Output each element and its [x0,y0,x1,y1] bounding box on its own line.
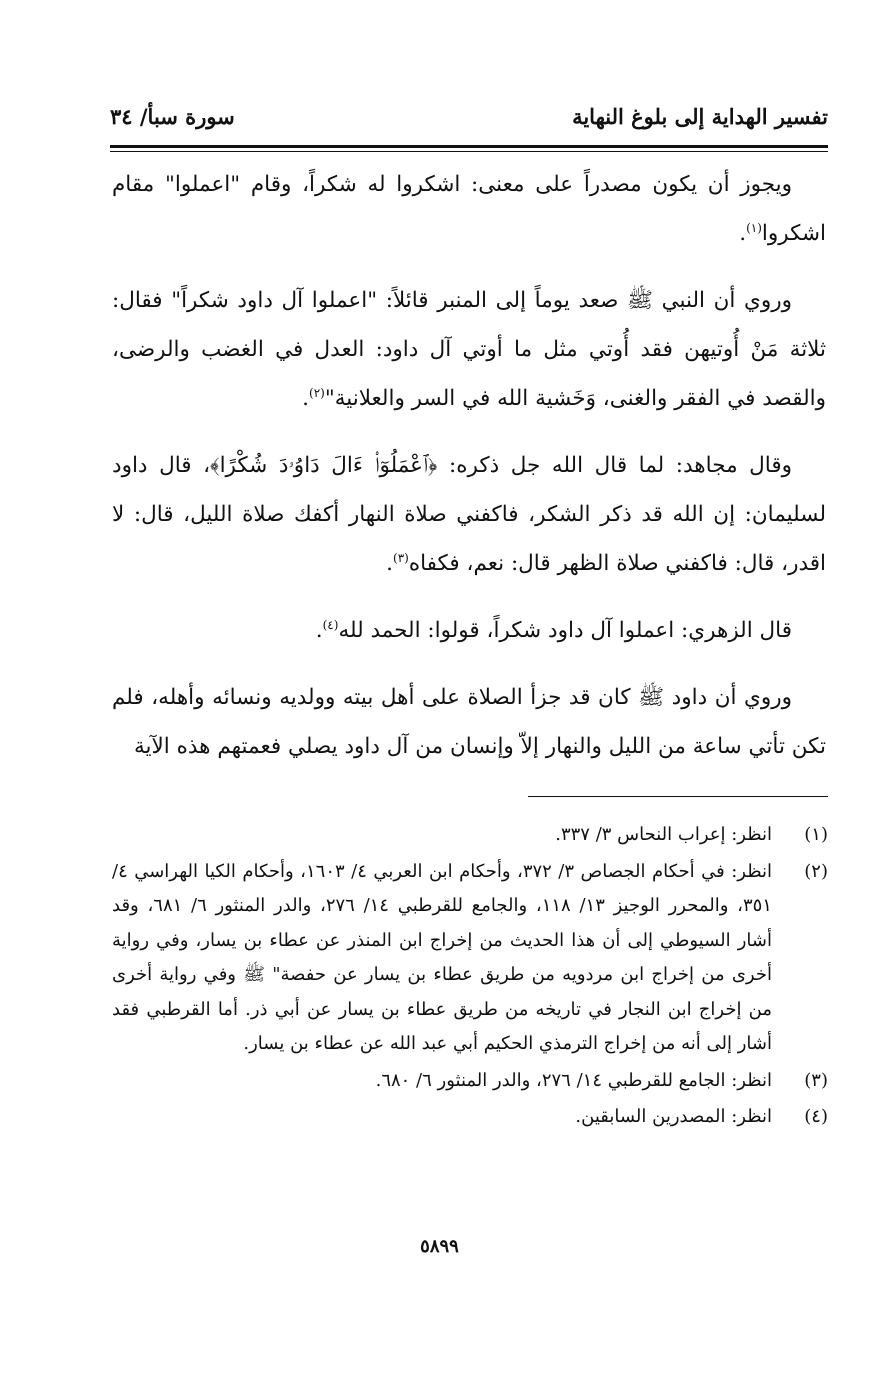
main-text [112,160,826,789]
header-rule-thin [110,151,828,152]
footnotes [112,818,828,1137]
paragraph-1: ويجوز أن يكون مصدراً على معنى: اشكروا له شكراً، وقام "اعملوا" مقام اشكروا$^{(١)}$. [112,172,826,246]
footnote-number: (٤) [804,1106,828,1127]
footnote-ref-2[interactable]: (٢) [309,385,325,400]
footnote-text: انظر: إعراب النحاس ٣/ ٣٣٧. [555,824,772,845]
footnote-text: انظر: في أحكام الجصاص ٣/ ٣٧٢، وأحكام ابن العربي ٤/ ١٦٠٣، وأحكام الكيا الهراسي ٤/ ٣٥١، والمحرر الوجيز ١٣/ ١١٨، والجامع للقرطبي ١٤/ ٢٧٦، والدر المنثور ٦/ ٦٨١، وقد أشار السيوطي إلى أن هذا الحديث من إخراج ابن المنذر عن عطاء بن يسار، وفي رواية أخرى من إخراج ابن مردويه من طريق عطاء بن يسار عن حفصة" ﷺ وفي رواية أخرى من إخراج ابن النجار في تاريخه من طريق عطاء بن يسار عن أبي ذر. أما القرطبي فقد أشار إلى أنه من إخراج الترمذي الحكيم أبي عبد الله عن عطاء بن يسار. [112,860,772,1054]
footnote-number: (٣) [804,1069,828,1091]
paragraph-5: وروي أن داود ﷺ كان قد جزأ الصلاة على أهل بيته وولديه ونسائه وأهله، فلم تكن تأتي ساعة من الليل والنهار إلاّ وإنسان من آل داود يصلي فعمتهم هذه الآية [112,685,826,759]
surah-label: سورة سبأ/ ٣٤ [110,104,235,129]
paragraph-4: قال الزهري: اعملوا آل داود شكراً، قولوا: الحمد لله$^{(٤)}$. [315,617,792,643]
footnote-text: انظر: الجامع للقرطبي ١٤/ ٢٧٦، والدر المنثور ٦/ ٦٨٠. [375,1069,772,1091]
footnote-ref-1[interactable]: (١) [746,220,762,235]
header-rule-thick [110,145,828,148]
footnote-3 [112,1064,828,1099]
paragraph-2: وروي أن النبي ﷺ صعد يوماً إلى المنبر قائلاً: "اعملوا آل داود شكراً" فقال: ثلاثة مَنْ أُوتيهن فقد أُوتي مثل ما أوتي آل داود: العدل في الغضب والرضى، والقصد في الفقر والغنى، وَخَشية الله في السر والعلانية"$^{(٢)}$. [112,288,826,411]
paragraph-3: وقال مجاهد: لما قال الله جل ذكره: ﴿ٱعْمَلُوٓا۟ ءَالَ دَاوُۥدَ شُكْرًا﴾، قال داود لسليمان: إن الله قد ذكر الشكر، فاكفني صلاة النهار أكفك صلاة الليل، قال: لا اقدر، قال: فاكفني صلاة الظهر قال: نعم، فكفاه$^{(٣)}$. [112,453,826,576]
page-number: ٥٨٩٩ [420,1236,459,1257]
footnote-separator [528,796,828,797]
footnote-ref-3[interactable]: (٣) [393,550,409,565]
footnote-4 [112,1100,828,1135]
footnote-number: (٢) [804,860,828,882]
footnote-number: (١) [804,824,828,845]
footnote-text: انظر: المصدرين السابقين. [575,1106,772,1127]
footnote-1 [112,818,828,853]
footnote-2 [112,855,828,1062]
footnote-ref-4[interactable]: (٤) [322,617,339,632]
book-title: تفسير الهداية إلى بلوغ النهاية [572,104,828,129]
running-header [110,98,828,142]
